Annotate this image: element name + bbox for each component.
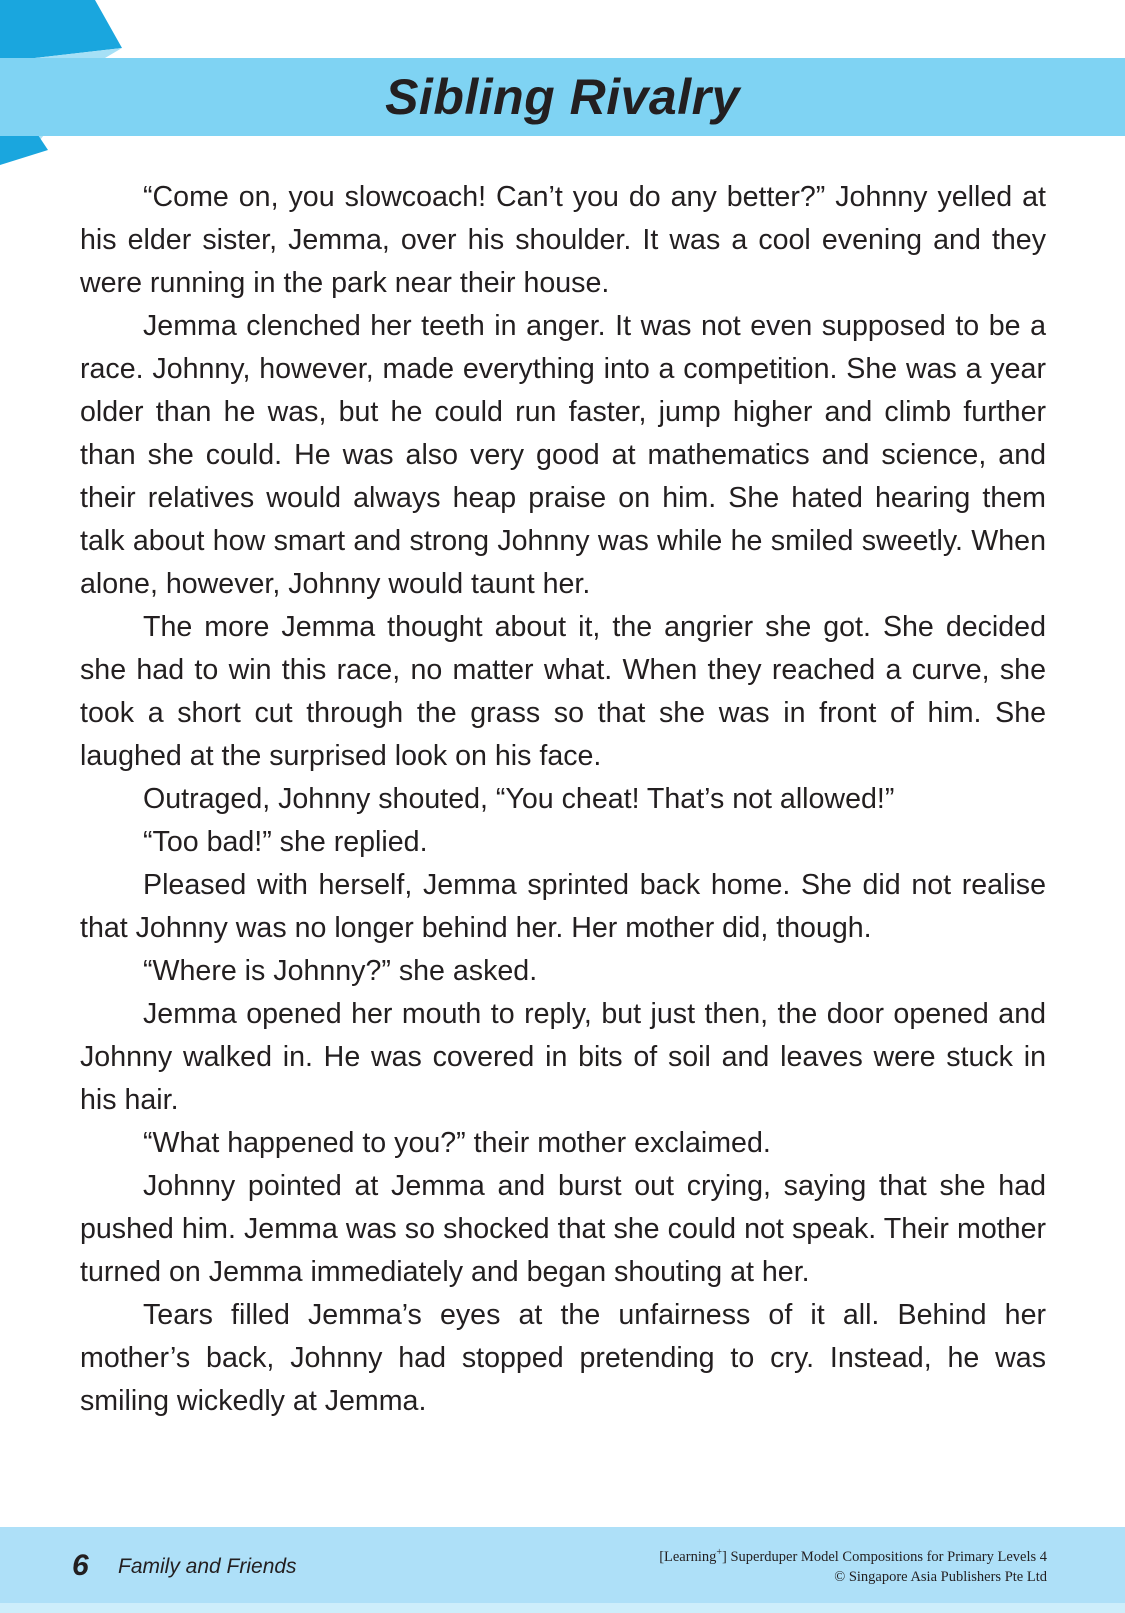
footer-rule (0, 1603, 1125, 1613)
story-paragraph: “Too bad!” she replied. (143, 826, 428, 858)
story-text (80, 176, 1046, 1423)
story-paragraph: “Where is Johnny?” she asked. (143, 955, 538, 987)
story-paragraph: Pleased with herself, Jemma sprinted back home. She did not realise that Johnny was no longer behind her. Her mother did, though. (80, 869, 1046, 944)
section-name: Family and Friends (118, 1555, 297, 1578)
story-paragraph: “What happened to you?” their mother exclaimed. (143, 1127, 771, 1159)
page-number: 6 (72, 1549, 89, 1582)
story-paragraph: Johnny pointed at Jemma and burst out crying, saying that she had pushed him. Jemma was so shocked that she could not speak. Their mother turned on Jemma immediately and began shouting at her. (80, 1170, 1046, 1288)
copyright-notice: © Singapore Asia Publishers Pte Ltd (834, 1568, 1047, 1585)
story-paragraph: Jemma opened her mouth to reply, but just then, the door opened and Johnny walked in. He was covered in bits of soil and leaves were stuck in his hair. (80, 998, 1046, 1116)
story-paragraph: Tears filled Jemma’s eyes at the unfairness of it all. Behind her mother’s back, Johnny had stopped pretending to cry. Instead, he was smiling wickedly at Jemma. (80, 1299, 1046, 1417)
book-credits (659, 1543, 1047, 1587)
story-paragraph: “Come on, you slowcoach! Can’t you do any better?” Johnny yelled at his elder sister, Jemma, over his shoulder. It was a cool evening and they were running in the park near their house. (80, 181, 1046, 299)
page-title: Sibling Rivalry (385, 69, 740, 125)
story-paragraph: Outraged, Johnny shouted, “You cheat! That’s not allowed!” (143, 783, 895, 815)
story-paragraph: Jemma clenched her teeth in anger. It was not even supposed to be a race. Johnny, however, made everything into a competition. She was a year older than he was, but he could run faster, jump higher and climb further than she could. He was also very good at mathematics and science, and their relatives would always heap praise on him. She hated hearing them talk about how smart and strong Johnny was while he smiled sweetly. When alone, however, Johnny would taunt her. (80, 310, 1046, 600)
story-paragraph: The more Jemma thought about it, the angrier she got. She decided she had to win this race, no matter what. When they reached a curve, she took a short cut through the grass so that she was in front of him. She laughed at the surprised look on his face. (80, 611, 1046, 772)
book-title: [Learning+] Superduper Model Compositions for Primary Levels 4 (659, 1547, 1047, 1565)
